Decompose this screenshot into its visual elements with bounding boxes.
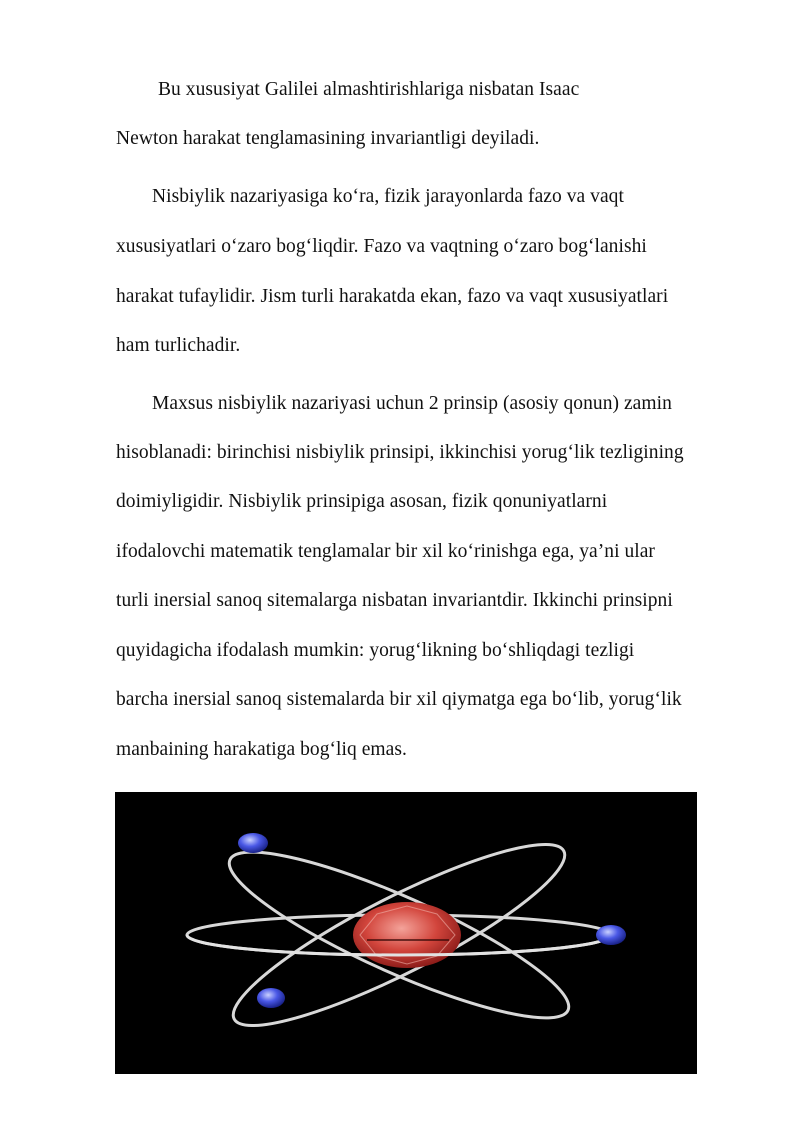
paragraph-2-line-3: harakat tufaylidir. Jism turli harakatda ekan, fazo va vaqt xususiyatlari [116, 286, 669, 307]
atom-illustration [115, 792, 697, 1074]
paragraph-2-line-1: Nisbiylik nazariyasiga ko‘ra, fizik jarayonlarda fazo va vaqt [152, 186, 624, 207]
paragraph-3-line-1: Maxsus nisbiylik nazariyasi uchun 2 prinsip (asosiy qonun) zamin [152, 393, 672, 414]
paragraph-3-line-3: doimiyligidir. Nisbiylik prinsipiga asosan, fizik qonuniyatlarni [116, 491, 608, 512]
paragraph-1-line-1: Bu xususiyat Galilei almashtirishlariga nisbatan Isaac [158, 79, 580, 100]
electron-right [596, 925, 626, 945]
atom-svg [115, 792, 697, 1074]
paragraph-3-line-7: barcha inersial sanoq sistemalarda bir xil qiymatga ega bo‘lib, yorug‘lik [116, 689, 682, 710]
paragraph-1-line-2: Newton harakat tenglamasining invariantligi deyiladi. [116, 128, 540, 149]
paragraph-3-line-5: turli inersial sanoq sitemalarga nisbatan invariantdir. Ikkinchi prinsipni [116, 590, 673, 611]
paragraph-3-line-6: quyidagicha ifodalash mumkin: yorug‘likning bo‘shliqdagi tezligi [116, 640, 635, 661]
paragraph-3-line-2: hisoblanadi: birinchisi nisbiylik prinsipi, ikkinchisi yorug‘lik tezligining [116, 442, 684, 463]
electron-bottom-left [257, 988, 285, 1008]
paragraph-2-line-4: ham turlichadir. [116, 335, 241, 356]
electron-top-left [238, 833, 268, 853]
paragraph-2-line-2: xususiyatlari o‘zaro bog‘liqdir. Fazo va vaqtning o‘zaro bog‘lanishi [116, 236, 647, 257]
paragraph-3-line-4: ifodalovchi matematik tenglamalar bir xil ko‘rinishga ega, ya’ni ular [116, 541, 655, 562]
nucleus [353, 902, 461, 968]
paragraph-3-line-8: manbaining harakatiga bog‘liq emas. [116, 739, 407, 760]
